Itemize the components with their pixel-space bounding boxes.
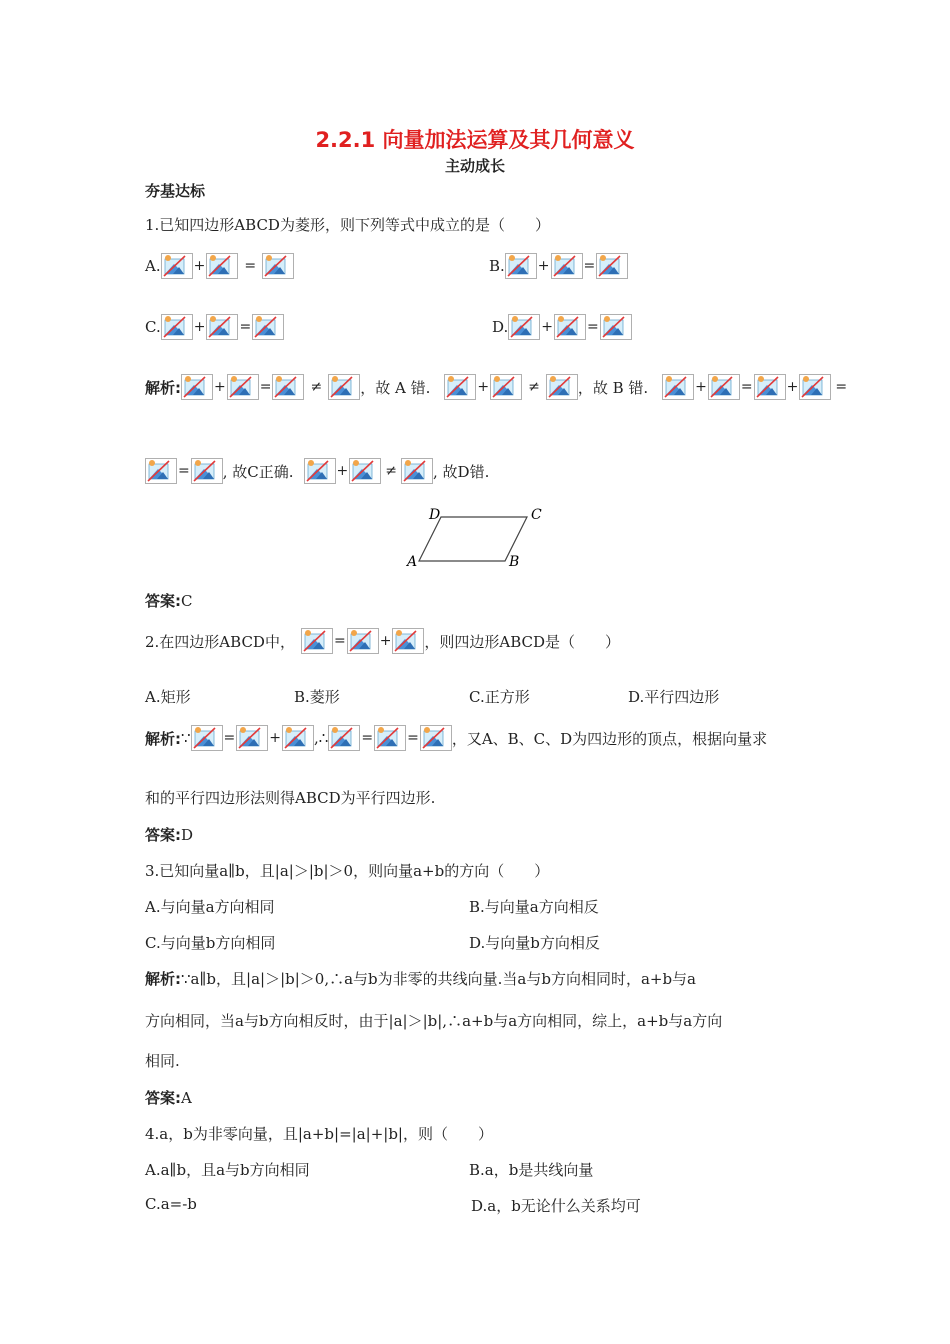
- q4-stem: 4.a，b为非零向量，且|a+b|=|a|+|b|，则（ ）: [145, 1125, 493, 1143]
- broken-image-icon: [490, 374, 522, 400]
- broken-image-icon: [181, 374, 213, 400]
- broken-image-icon: [401, 458, 433, 484]
- broken-image-icon: [282, 725, 314, 751]
- broken-image-icon: [444, 374, 476, 400]
- broken-image-icon: [301, 628, 333, 654]
- broken-image-icon: [754, 374, 786, 400]
- q1-option-b: B. + =: [489, 253, 628, 279]
- broken-image-icon: [505, 253, 537, 279]
- page-title: 2.2.1 向量加法运算及其几何意义: [315, 128, 635, 152]
- broken-image-icon: [799, 374, 831, 400]
- broken-image-icon: [252, 314, 284, 340]
- broken-image-icon: [420, 725, 452, 751]
- broken-image-icon: [708, 374, 740, 400]
- broken-image-icon: [554, 314, 586, 340]
- q4-option-c: C.a=-b: [145, 1195, 197, 1213]
- q1-option-a: A. + =: [145, 253, 294, 279]
- broken-image-icon: [206, 314, 238, 340]
- broken-image-icon: [262, 253, 294, 279]
- broken-image-icon: [145, 458, 177, 484]
- q3-stem: 3.已知向量a∥b，且|a|＞|b|＞0，则向量a+b的方向（ ）: [145, 862, 550, 880]
- q4-option-b: B.a，b是共线向量: [469, 1161, 594, 1179]
- broken-image-icon: [596, 253, 628, 279]
- broken-image-icon: [551, 253, 583, 279]
- broken-image-icon: [508, 314, 540, 340]
- broken-image-icon: [304, 458, 336, 484]
- q3-option-c: C.与向量b方向相同: [145, 934, 276, 952]
- q3-option-b: B.与向量a方向相反: [469, 898, 599, 916]
- broken-image-icon: [161, 253, 193, 279]
- broken-image-icon: [191, 458, 223, 484]
- vertex-label-c: C: [531, 507, 542, 523]
- q3-analysis-line2: 方向相同，当a与b方向相反时，由于|a|＞|b|,∴a+b与a方向相同，综上，a+b与a方向: [145, 1012, 723, 1030]
- q4-option-a: A.a∥b，且a与b方向相同: [145, 1161, 310, 1179]
- q2-stem: 2.在四边形ABCD中， = + ，则四边形ABCD是（ ）: [145, 628, 620, 654]
- q1-stem: 1.已知四边形ABCD为菱形，则下列等式中成立的是（ ）: [145, 216, 550, 234]
- section-heading: 夯基达标: [145, 182, 206, 200]
- broken-image-icon: [272, 374, 304, 400]
- q2-analysis-line1: 解析: ∵ = + , ∴ = = ，又A、B、C、D为四边形的顶点，根据向量求: [145, 725, 767, 751]
- q1-option-c: C. + =: [145, 314, 284, 340]
- q3-answer: 答案: A: [145, 1088, 192, 1107]
- vertex-label-d: D: [429, 507, 441, 523]
- broken-image-icon: [349, 458, 381, 484]
- q1-option-d: D. + =: [492, 314, 632, 340]
- broken-image-icon: [191, 725, 223, 751]
- broken-image-icon: [328, 374, 360, 400]
- broken-image-icon: [161, 314, 193, 340]
- q3-analysis-line1: 解析: ∵a∥b，且|a|＞|b|＞0,∴a与b为非零的共线向量.当a与b方向相同时，a+b与a: [145, 970, 697, 988]
- vertex-label-b: B: [509, 554, 520, 570]
- q2-option-a: A.矩形: [145, 688, 191, 706]
- parallelogram-figure: [400, 505, 550, 575]
- vertex-label-a: A: [407, 554, 418, 570]
- q1-analysis-line2: = , 故C正确. + ≠ , 故D错.: [145, 458, 489, 484]
- broken-image-icon: [600, 314, 632, 340]
- broken-image-icon: [206, 253, 238, 279]
- broken-image-icon: [227, 374, 259, 400]
- q2-option-d: D.平行四边形: [628, 688, 720, 706]
- q1-analysis-line1: 解析: + = ≠ ，故 A 错. + ≠ ，故 B 错. + = + =: [145, 374, 848, 400]
- q3-option-d: D.与向量b方向相反: [469, 934, 600, 952]
- broken-image-icon: [236, 725, 268, 751]
- broken-image-icon: [328, 725, 360, 751]
- q2-analysis-line2: 和的平行四边形法则得ABCD为平行四边形.: [145, 789, 436, 807]
- broken-image-icon: [347, 628, 379, 654]
- q3-analysis-line3: 相同.: [145, 1052, 180, 1070]
- q2-answer: 答案: D: [145, 825, 194, 844]
- q3-option-a: A.与向量a方向相同: [145, 898, 275, 916]
- page-subtitle: 主动成长: [444, 157, 505, 175]
- q4-option-d: D.a，b无论什么关系均可: [471, 1197, 641, 1215]
- q1-answer: 答案: C: [145, 591, 193, 610]
- broken-image-icon: [546, 374, 578, 400]
- broken-image-icon: [374, 725, 406, 751]
- broken-image-icon: [662, 374, 694, 400]
- q2-option-b: B.菱形: [294, 688, 340, 706]
- broken-image-icon: [392, 628, 424, 654]
- q2-option-c: C.正方形: [469, 688, 530, 706]
